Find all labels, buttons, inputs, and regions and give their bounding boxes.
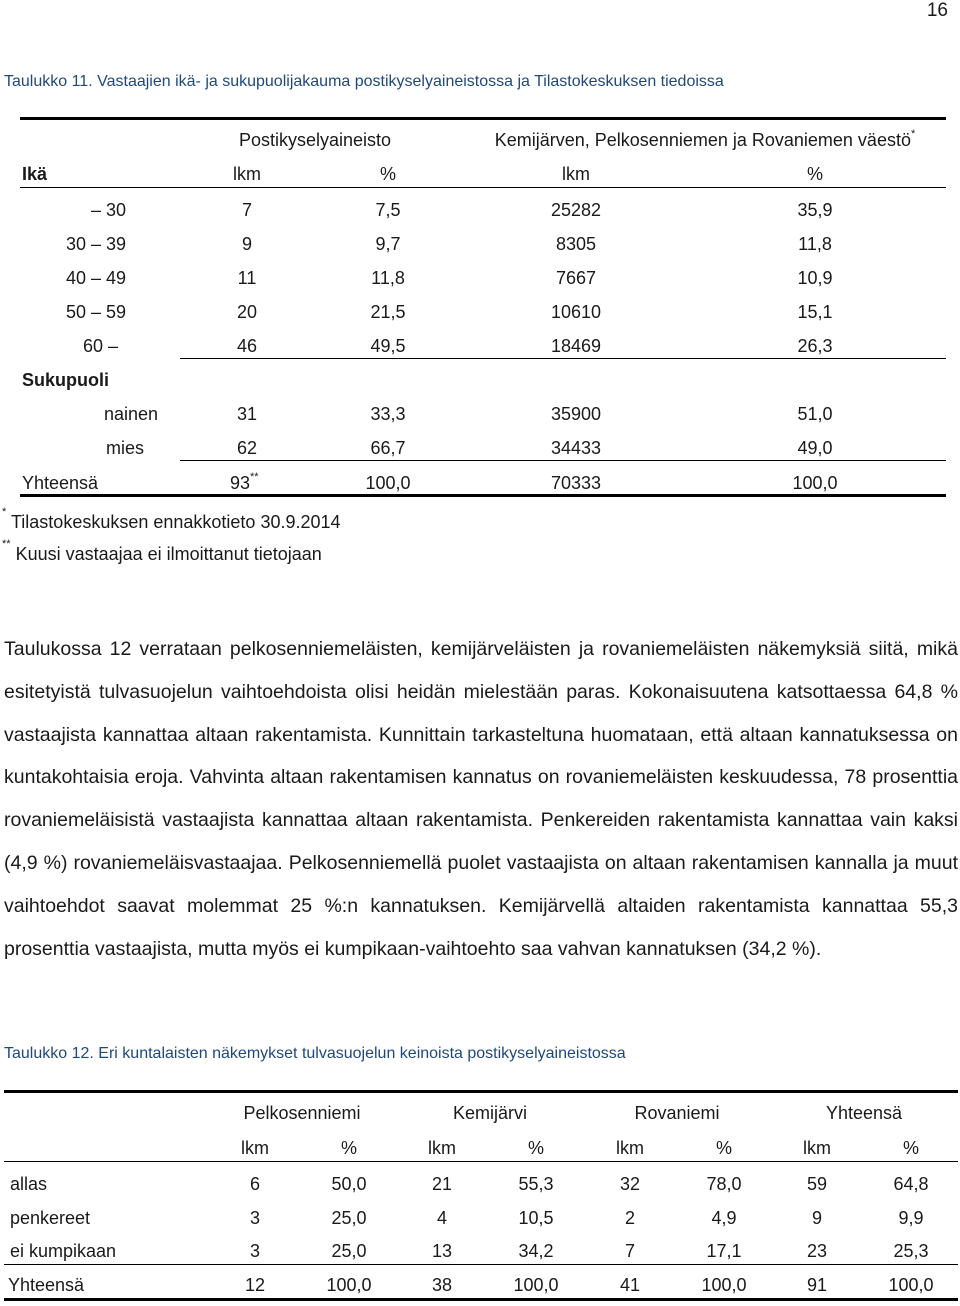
table12-top-rule [4, 1090, 958, 1093]
table11-header-rule [20, 187, 946, 188]
table12-col-pct: % [527, 1138, 545, 1158]
table12-col-pct: % [902, 1138, 920, 1158]
table12-col-lkm: lkm [241, 1138, 269, 1158]
table12-col-lkm: lkm [428, 1138, 456, 1158]
table12-bottom-rule [4, 1298, 958, 1301]
page-number: 16 [926, 0, 948, 21]
table11-group1-header: Postikyselyaineisto [238, 130, 392, 150]
table12-col-pct: % [715, 1138, 733, 1158]
table11-note-1: * Tilastokeskuksen ennakkotieto 30.9.2014 [2, 506, 341, 532]
table12-group-header: Yhteensä [825, 1103, 903, 1123]
table11-sex-heading: Sukupuoli [22, 370, 109, 390]
table11-age-rule [180, 358, 946, 359]
table12-caption-text: Eri kuntalaisten näkemykset tulvasuojelun keinoista postikyselyaineistossa [98, 1045, 626, 1062]
table11-col-lkm: lkm [233, 164, 261, 184]
table11-bottom-rule [20, 494, 946, 497]
table12-group-header: Pelkosenniemi [243, 1103, 361, 1123]
table11-col-pop-pct: % [806, 164, 824, 184]
body-paragraph: Taulukossa 12 verrataan pelkosenniemeläisten, kemijärveläisten ja rovaniemeläisten näkemyksiä siitä, mikä esitetyistä tulvasuojelun vaihtoehdoista olisi heidän mielestään paras. Kokonaisuutena katsottaessa 64,8 % vastaajista kannattaa altaan rakentamista. Kunnittain tarkasteltuna huomataan, että altaan kannatuksessa on kuntakohtaisia eroja. Vahvinta altaan rakentamisen kannatus on rovaniemeläisten keskuudessa, 78 prosenttia rovaniemeläisistä vastaajista kannattaa altaan rakentamista. Penkereiden rakentamista kannattaa vain kaksi (4,9 %) rovaniemeläisvastaajaa. Pelkosenniemellä puolet vastaajista on altaan rakentamisen kannalla ja muut vaihtoehdot saavat molemmat 25 %:n kannatuksen. Kemijärvellä altaiden rakentamista kannattaa 55,3 prosenttia vastaajista, mutta myös ei kumpikaan-vaihtoehto saa vahvan kannatuksen (34,2 %). [4, 638, 958, 960]
table12-body-rule [4, 1264, 958, 1265]
table11-group2-header: Kemijärven, Pelkosenniemen ja Rovaniemen väestö* [494, 128, 916, 150]
table12-caption [4, 1045, 626, 1063]
table11-col-pop-lkm: lkm [562, 164, 590, 184]
table11-caption-text: Vastaajien ikä- ja sukupuolijakauma postikyselyaineistossa ja Tilastokeskuksen tiedoissa [97, 73, 724, 90]
table12-caption-label: Taulukko 12. [4, 1045, 94, 1062]
table12-col-lkm: lkm [616, 1138, 644, 1158]
table11-note-2: ** Kuusi vastaajaa ei ilmoittanut tietojaan [2, 538, 322, 564]
table12-group-header: Kemijärvi [452, 1103, 528, 1123]
table11-col-pct: % [379, 164, 397, 184]
table11-col-age: Ikä [22, 164, 48, 184]
table11-caption-label: Taulukko 11. [4, 73, 93, 90]
table11-sex-rule [180, 460, 946, 461]
table11-caption [4, 73, 724, 91]
table12-col-lkm: lkm [803, 1138, 831, 1158]
table12-group-header: Rovaniemi [634, 1103, 720, 1123]
table12-col-pct: % [340, 1138, 358, 1158]
table12-header-rule [4, 1161, 958, 1162]
table11-top-rule [20, 117, 946, 120]
